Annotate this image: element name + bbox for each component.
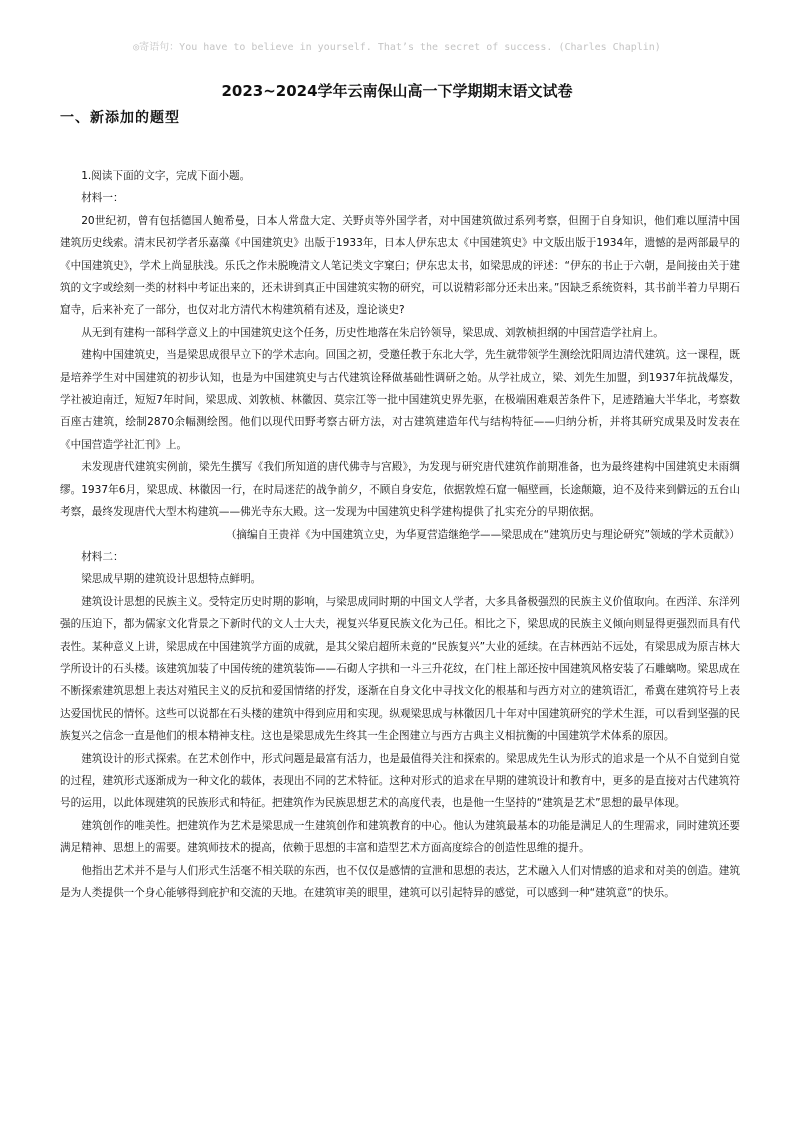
- paragraph: 从无到有建构一部科学意义上的中国建筑史这个任务，历史性地落在朱启钤领导，梁思成、刘敦桢担纲的中国营造学社肩上。: [81, 326, 664, 339]
- header-motto: ◎寄语句：You have to believe in yourself. That’s the secret of success. (Charles Chaplin): [133, 42, 661, 53]
- source-citation: （摘编自王贵祥《为中国建筑立史，为华夏营造继绝学——梁思成在“建筑历史与理论研究”领域的学术贡献》）: [225, 528, 740, 541]
- section-heading: 一、新添加的题型: [60, 110, 180, 126]
- page-title: 2023~2024学年云南保山高一下学期期末语文试卷: [221, 82, 573, 100]
- material-label: 材料一：: [81, 192, 124, 205]
- paragraph: 建筑创作的唯美性。把建筑作为艺术是梁思成一生建筑创作和建筑教育的中心。他认为建筑最基本的功能是满足人的生理需求，同时建筑还要满足精神、思想上的需要。建筑师技术的提高，依赖于思想的丰富和造型艺术方面高度综合的创造性思维的提升。: [60, 819, 740, 855]
- paragraph: 未发现唐代建筑实例前，梁先生撰写《我们所知道的唐代佛寺与宫殿》，为发现与研究唐代建筑作前期准备，也为最终建构中国建筑史未雨绸缪。1937年6月，梁思成、林徽因一行，在时局迷茫的战争前夕，不顾自身安危，依据敦煌石窟一幅壁画，长途颠簸，迫不及待来到僻远的五台山考察，最终发现唐代大型木构建筑——佛光寺东大殿。这一发现为中国建筑史科学建构提供了扎实充分的早期依据。: [60, 461, 740, 519]
- material-label: 材料二：: [81, 550, 124, 563]
- paragraph: 建构中国建筑史，当是梁思成很早立下的学术志向。回国之初，受邀任教于东北大学，先生就带领学生测绘沈阳周边清代建筑。这一课程，既是培养学生对中国建筑的初步认知，也是为中国建筑史与古代建筑诠释做基础性调研之始。从学社成立，梁、刘先生加盟，到1937年抗战爆发，学社被迫南迁，短短7年时间，梁思成、刘敦桢、林徽因、莫宗江等一批中国建筑史界先驱，在极端困难艰苦条件下，足迹踏遍大半华北，考察数百座古建筑，绘制2870余幅测绘图。他们以现代田野考察古研方法，对古建筑建造年代与结构特征——归纳分析，并将其研究成果及时发表在《中国营造学社汇刊》上。: [60, 349, 740, 451]
- paragraph: 建筑设计思想的民族主义。受特定历史时期的影响，与梁思成同时期的中国文人学者，大多具备极强烈的民族主义价值取向。在西洋、东洋列强的压迫下，都为儒家文化背景之下新时代的文人士大夫，视复兴华夏民族文化为己任。相比之下，梁思成的民族主义倾向则显得更强烈而具有代表性。某种意义上讲，梁思成在中国建筑学方面的成就，是其父梁启超所未竟的“民族复兴”大业的延续。在吉林西站不远处，有梁思成为原吉林大学所设计的石头楼。该建筑加装了中国传统的建筑装饰——石砌人字拱和一斗三升花纹，在门柱上部还按中国建筑风格安装了石雕螭吻。梁思成在不断探索建筑思想上表达对殖民主义的反抗和爱国情绪的抒发，逐渐在自身文化中寻找文化的根基和与西方对立的建筑语汇，希冀在建筑符号上表达爱国忧民的情怀。这些可以说都在石头楼的建筑中得到应用和实现。纵观梁思成与林徽因几十年对中国建筑研究的学术生涯，可以看到坚强的民族复兴之信念一直是他们的根本精神支柱。这也是梁思成先生终其一生企图建立与西方古典主义相抗衡的中国建筑学术体系的原因。: [60, 595, 740, 743]
- paragraph: 20世纪初，曾有包括德国人鲍希曼，日本人常盘大定、关野贞等外国学者，对中国建筑做过系列考察，但囿于自身知识，他们难以厘清中国建筑历史线索。清末民初学者乐嘉藻《中国建筑史》出版于1933年，日本人伊东忠太《中国建筑史》中文版出版于1934年，遗憾的是两部最早的《中国建筑史》，学术上尚显肤浅。乐氏之作未脱晚清文人笔记类文字窠臼；伊东忠太书，如梁思成的评述：“伊东的书止于六朝，是间接由关于建筑的文字或绘刻一类的材料中考证出来的，还未讲到真正中国建筑实物的研究，可以说精彩部分还未出来。”因缺乏系统资料，其书前半着力早期石窟寺，后来补充了一部分，也仅对北方清代木构建筑稍有述及，遑论谈史?: [60, 214, 740, 317]
- question-prompt: 1.阅读下面的文字，完成下面小题。: [81, 170, 251, 182]
- paragraph: 梁思成早期的建筑设计思想特点鲜明。: [81, 573, 262, 586]
- paragraph: 建筑设计的形式探索。在艺术创作中，形式问题是最富有活力，也是最值得关注和探索的。梁思成先生认为形式的追求是一个从不自觉到自觉的过程，建筑形式逐渐成为一种文化的载体，表现出不同的艺术特征。这种对形式的追求在早期的建筑设计和教育中，更多的是直接对古代建筑符号的运用，以此体现建筑的民族形式和特征。把建筑作为民族思想艺术的高度代表，也是他一生坚持的“建筑是艺术”思想的最早体现。: [60, 752, 740, 810]
- document-body: [60, 165, 740, 904]
- paragraph: 他指出艺术并不是与人们形式生活毫不相关联的东西，也不仅仅是感情的宣泄和思想的表达，艺术融入人们对情感的追求和对美的创造。建筑是为人类提供一个身心能够得到庇护和交流的天地。在建筑审美的眼里，建筑可以引起特异的感觉，可以感到一种“建筑意”的快乐。: [60, 864, 740, 899]
